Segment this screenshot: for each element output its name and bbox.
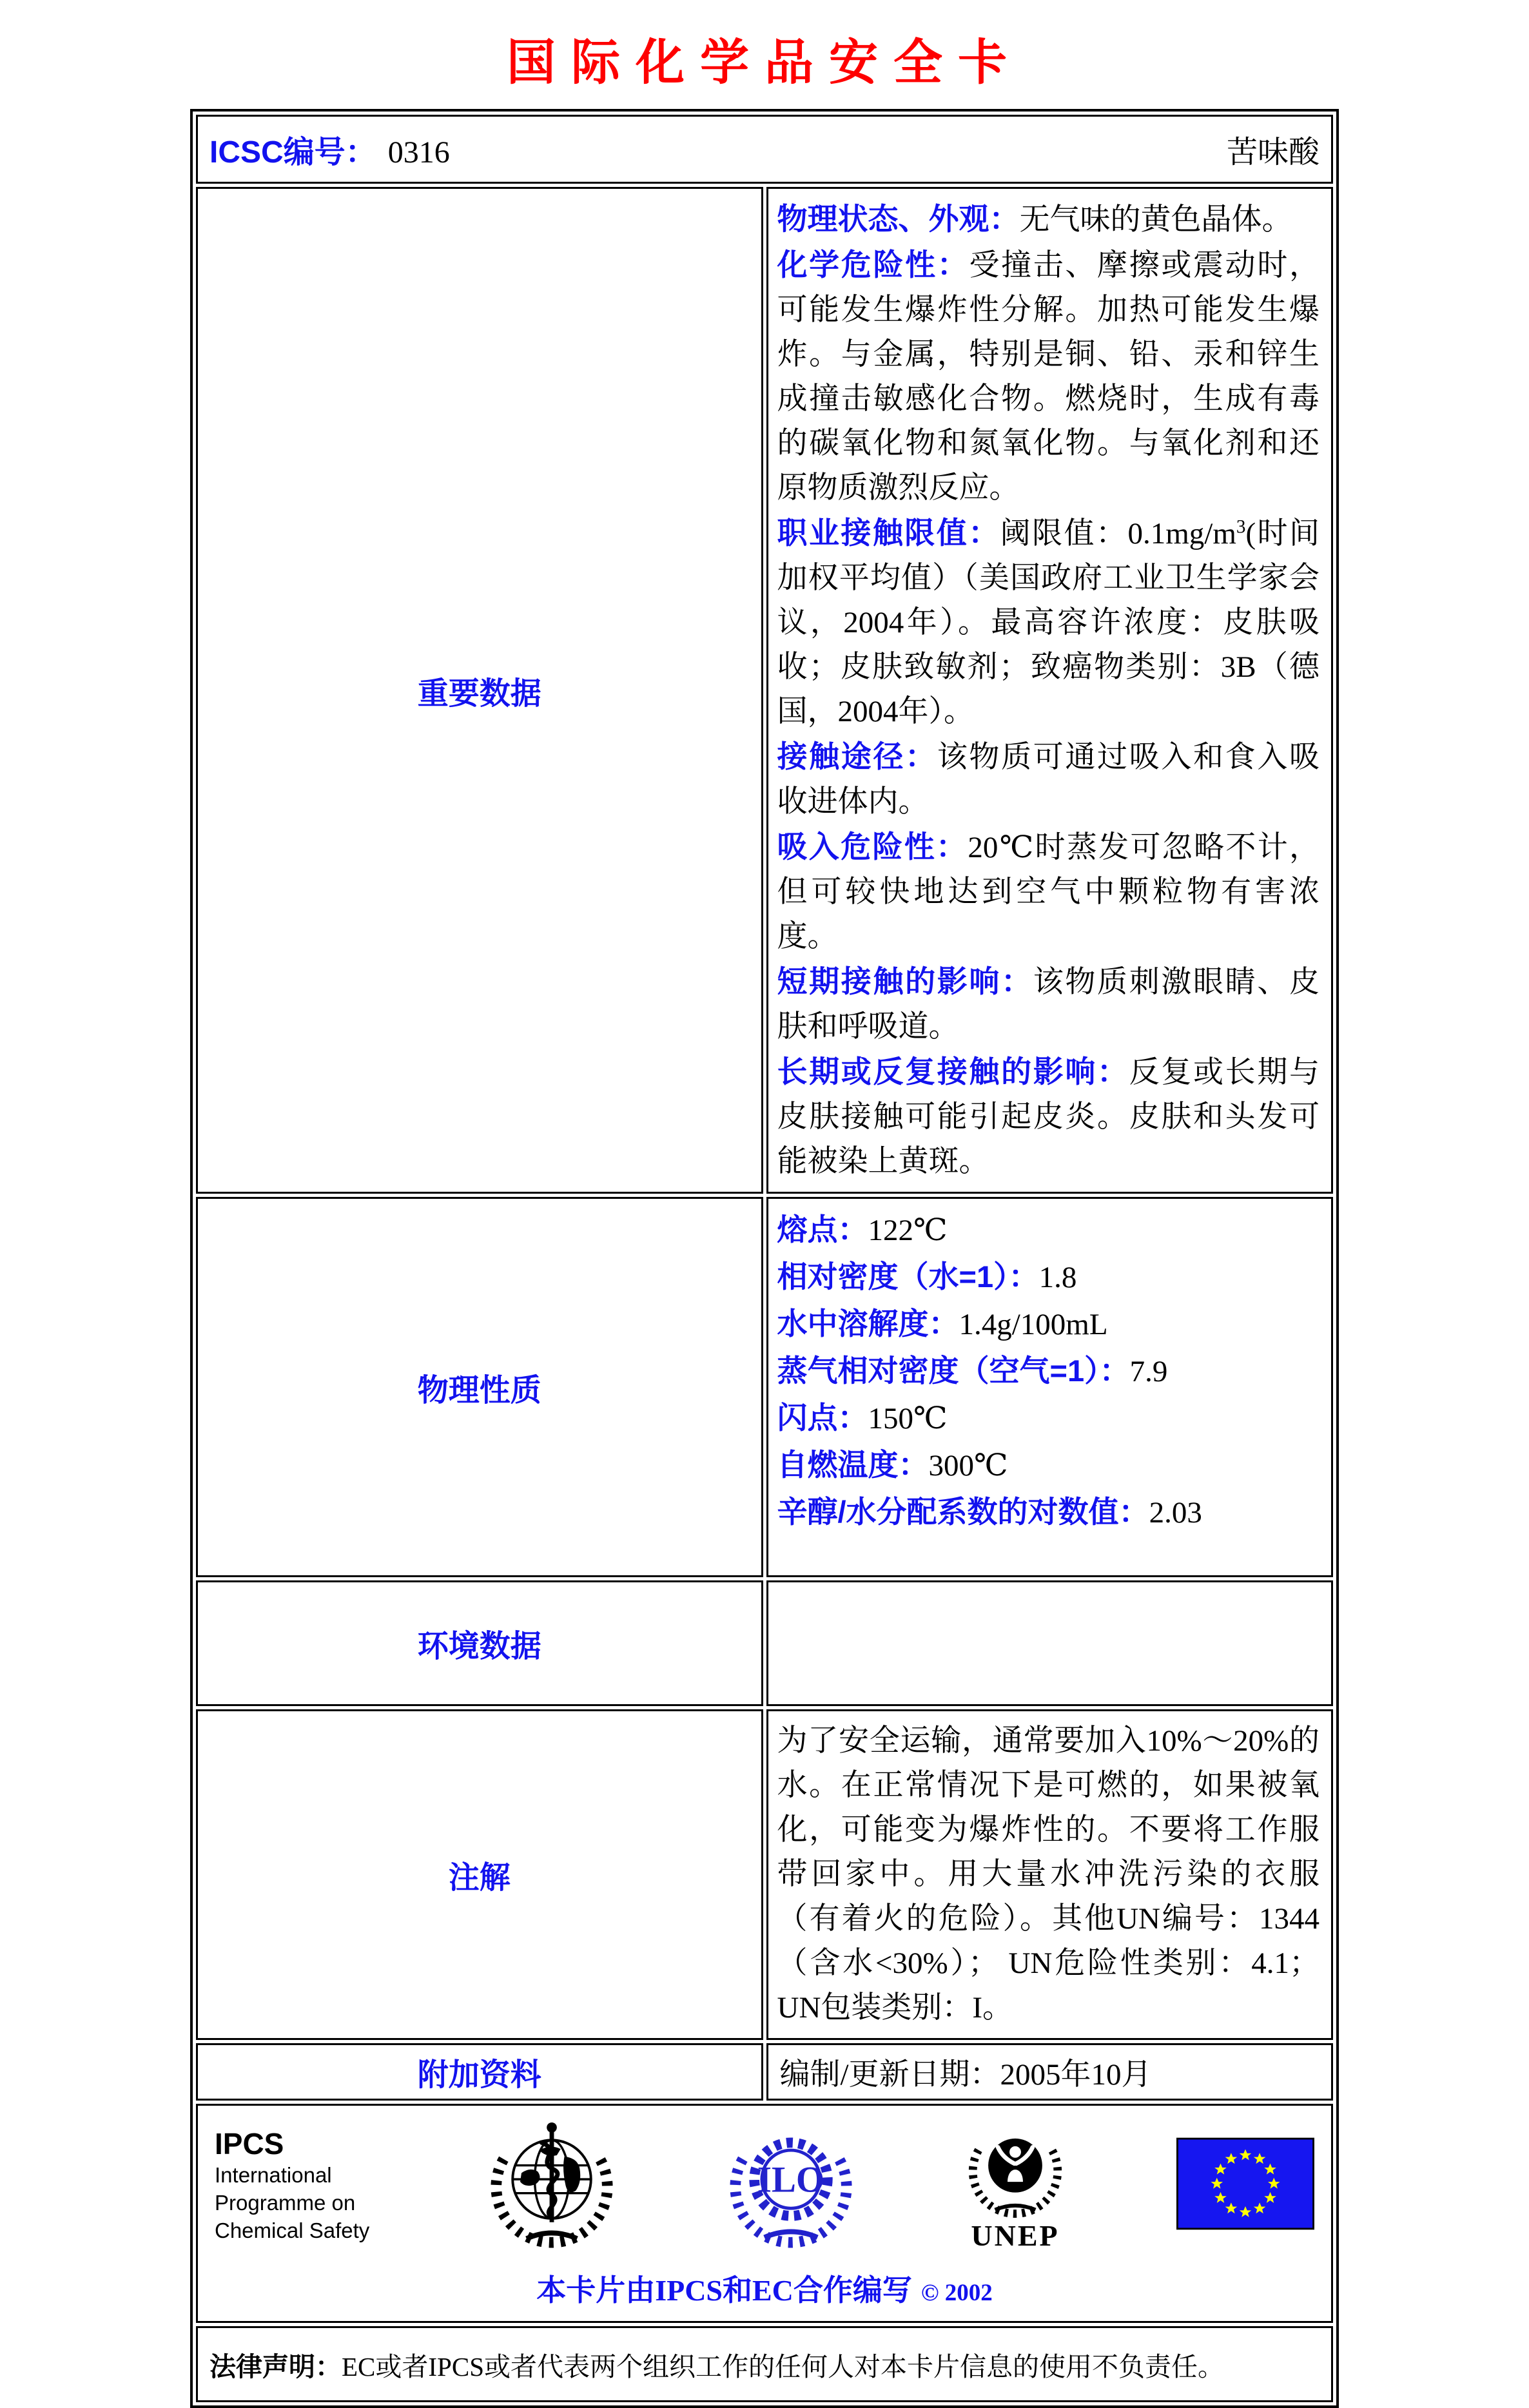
logo-strip xyxy=(215,2115,1314,2255)
relative-density-item: 相对密度（水=1）：1.8 xyxy=(777,1259,1077,1294)
additional-info-label: 附加资料 xyxy=(196,2043,763,2101)
notes-text: 为了安全运输，通常要加入10%～20%的水。在正常情况下是可燃的，如果被氧化，可能变为爆炸性的。不要将工作服带回家中。用大量水冲洗污染的衣服（有着火的危险）。其他UN编号：1344（含水<30%）； UN危险性类别：4.1； UN包装类别：I。 xyxy=(777,1724,1320,2024)
vapor-density-item: 蒸气相对密度（空气=1）：7.9 xyxy=(777,1354,1168,1388)
ipcs-title: IPCS xyxy=(215,2126,284,2160)
ipcs-line-3: Chemical Safety xyxy=(215,2218,370,2242)
additional-info-content: 编制/更新日期：2005年10月 xyxy=(766,2043,1334,2101)
inhalation-risk-item: 吸入危险性：20℃时蒸发可忽略不计，但可较快地达到空气中颗粒物有害浓度。 xyxy=(777,830,1320,953)
physical-properties-content xyxy=(766,1197,1334,1577)
exposure-routes-item: 接触途径：该物质可通过吸入和食入吸收进体内。 xyxy=(777,739,1320,819)
legal-notice-text: EC或者IPCS或者代表两个组织工作的任何人对本卡片信息的使用不负责任。 xyxy=(342,2351,1224,2382)
caption-text: 本卡片由IPCS和EC合作编写 xyxy=(536,2274,912,2307)
legal-notice-label: 法律声明： xyxy=(209,2351,342,2382)
ilo-logo-icon xyxy=(728,2116,854,2255)
who-logo-icon xyxy=(489,2115,615,2256)
water-solubility-item: 水中溶解度：1.4g/100mL xyxy=(777,1306,1108,1341)
legal-row xyxy=(196,2326,1333,2402)
logos-row xyxy=(196,2104,1333,2323)
long-term-effects-item: 长期或反复接触的影响：反复或长期与皮肤接触可能引起皮炎。皮肤和头发可能被染上黄斑。 xyxy=(777,1054,1320,1178)
copyright-text: © 2002 xyxy=(920,2280,993,2306)
notes-row xyxy=(196,1709,1333,2040)
chemical-name: 苦味酸 xyxy=(1226,135,1320,170)
icsc-document-page xyxy=(0,23,1529,2408)
unep-label: UNEP xyxy=(971,2219,1060,2252)
physical-properties-row xyxy=(196,1197,1333,1577)
header-row xyxy=(196,115,1333,184)
octanol-water-partition-item: 辛醇/水分配系数的对数值：2.03 xyxy=(777,1495,1202,1529)
eu-flag-icon xyxy=(1176,2137,1314,2233)
ipcs-line-2: Programme on xyxy=(215,2190,356,2215)
additional-info-row xyxy=(196,2043,1333,2101)
environmental-data-content xyxy=(766,1580,1334,1706)
physical-state-item: 物理状态、外观：无气味的黄色晶体。 xyxy=(777,202,1292,237)
ipcs-text-block xyxy=(215,2126,376,2244)
header-cell xyxy=(196,115,1333,184)
short-term-effects-item: 短期接触的影响：该物质刺激眼睛、皮肤和呼吸道。 xyxy=(777,964,1320,1044)
cooperation-caption xyxy=(215,2267,1314,2309)
important-data-row xyxy=(196,187,1333,1194)
important-data-label: 重要数据 xyxy=(196,187,763,1194)
melting-point-item: 熔点：122℃ xyxy=(777,1212,948,1247)
icsc-number-value: 0316 xyxy=(387,135,450,170)
icsc-card-table xyxy=(190,109,1339,2408)
occupational-exposure-limits-item: 职业接触限值：阈限值：$0.1mg/m^3$(时间加权平均值）（美国政府工业卫生学家会议，2004年）。最高容许浓度：皮肤吸收；皮肤致敏剂；致癌物类别：3B（德国，2004年）。 xyxy=(777,516,1320,728)
page-title: 国际化学品安全卡 xyxy=(507,34,1022,91)
ipcs-line-1: International xyxy=(215,2162,332,2187)
autoignition-temperature-item: 自燃温度：300℃ xyxy=(777,1448,1008,1482)
physical-properties-label: 物理性质 xyxy=(196,1197,763,1577)
notes-content xyxy=(766,1709,1334,2040)
logos-cell xyxy=(196,2104,1333,2323)
icsc-number-label: ICSC编号： xyxy=(209,135,376,170)
svg-text:ILO: ILO xyxy=(757,2159,825,2200)
environmental-data-row xyxy=(196,1580,1333,1706)
superscript-3: 3 xyxy=(1236,516,1246,538)
environmental-data-label: 环境数据 xyxy=(196,1580,763,1706)
chemical-danger-item: 化学危险性：受撞击、摩擦或震动时，可能发生爆炸性分解。加热可能发生爆炸。与金属，特别是铜、铅、汞和锌生成撞击敏感化合物。燃烧时，生成有毒的碳氧化物和氮氧化物。与氧化剂和还原物质激烈反应。 xyxy=(777,248,1320,505)
notes-label: 注解 xyxy=(196,1709,763,2040)
important-data-content xyxy=(766,187,1334,1194)
legal-cell xyxy=(196,2326,1333,2402)
unep-logo-block xyxy=(967,2117,1064,2253)
flash-point-item: 闪点：150℃ xyxy=(777,1401,948,1435)
